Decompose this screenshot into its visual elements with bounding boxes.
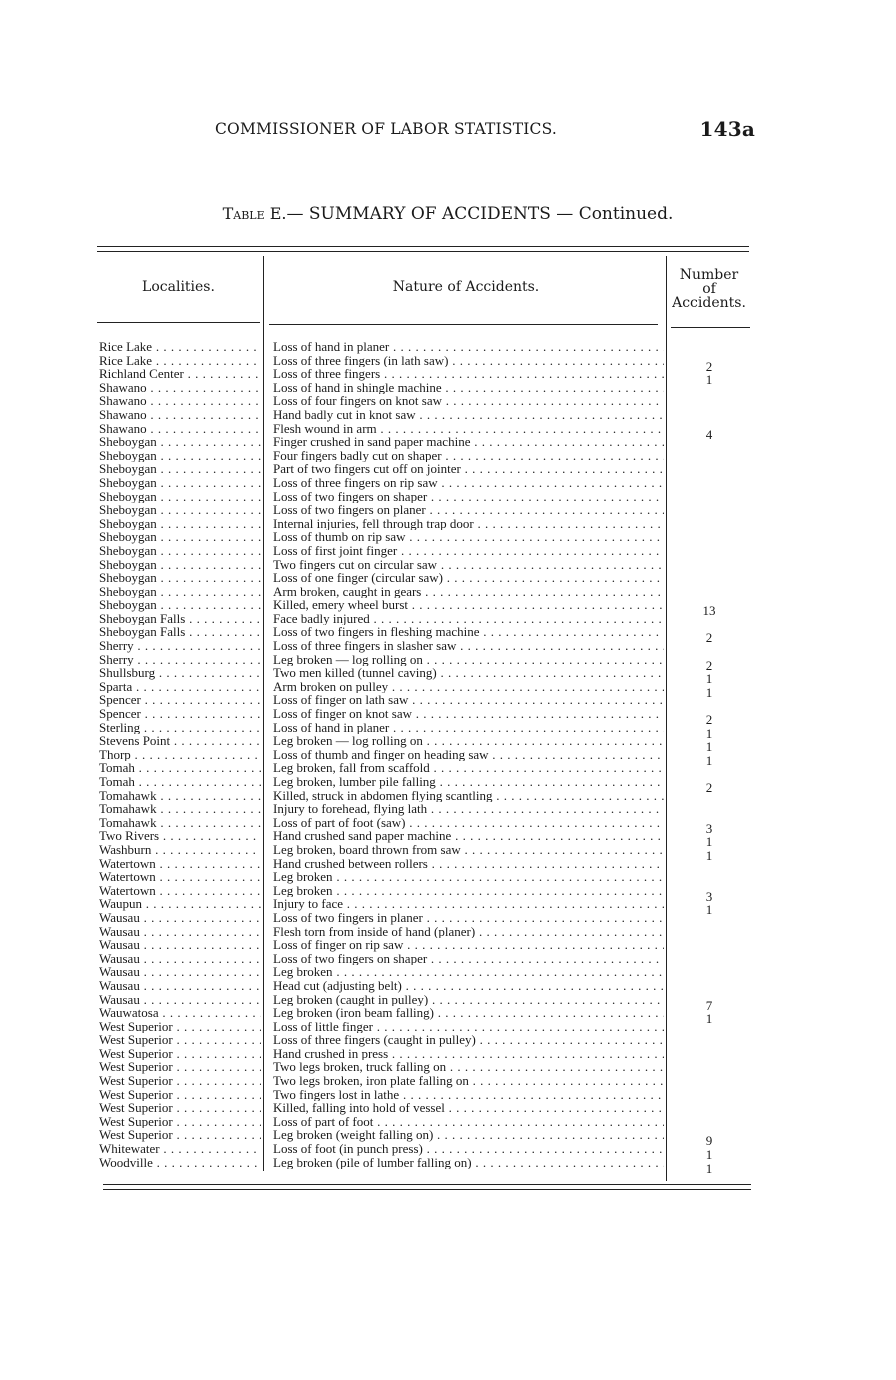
nature-cell: Loss of three fingers (in lath saw) . . . (273, 354, 664, 368)
nature-cell: Leg broken — log rolling on . . . (273, 653, 664, 667)
table-row (99, 530, 759, 544)
nature-cell: Loss of part of foot . . . (273, 1115, 664, 1129)
nature-cell: Loss of three fingers (caught in pulley) . . . (273, 1033, 664, 1047)
table-row (99, 693, 759, 707)
nature-cell: Hand crushed in press . . . (273, 1047, 664, 1061)
nature-cell: Arm broken on pulley . . . (273, 680, 664, 694)
nature-cell: Two legs broken, iron plate falling on . . . (273, 1074, 664, 1088)
locality-cell: Sheboygan . . . (99, 435, 261, 449)
nature-cell: Loss of three fingers in slasher saw . . . (273, 639, 664, 653)
table-row (99, 1060, 759, 1074)
number-cell: 1 (705, 834, 713, 850)
number-cell: 4 (705, 426, 713, 442)
nature-cell: Flesh wound in arm . . . (273, 422, 664, 436)
locality-cell: Shawano . . . (99, 422, 261, 436)
locality-cell: Sherry . . . (99, 639, 261, 653)
nature-cell: Loss of hand in planer . . . (273, 721, 664, 735)
nature-cell: Loss of hand in planer . . . (273, 340, 664, 354)
nature-cell: Loss of first joint finger . . . (273, 544, 664, 558)
locality-cell: Watertown . . . (99, 857, 261, 871)
number-cell: 1 (705, 902, 713, 918)
locality-cell: Sheboygan Falls . . . (99, 625, 261, 639)
locality-cell: Shawano . . . (99, 408, 261, 422)
locality-cell: Sheboygan . . . (99, 462, 261, 476)
locality-cell: Woodville . . . (99, 1156, 261, 1170)
table-row (99, 761, 759, 775)
nature-cell: Hand crushed sand paper machine . . . (273, 829, 664, 843)
locality-cell: Wausau . . . (99, 938, 261, 952)
header-number-line3: Accidents. (672, 295, 746, 311)
locality-cell: Tomahawk . . . (99, 802, 261, 816)
table-row (99, 979, 759, 993)
table-row (99, 1088, 759, 1102)
nature-cell: Loss of one finger (circular saw) . . . (273, 571, 664, 585)
nature-cell: Loss of little finger . . . (273, 1020, 664, 1034)
nature-cell: Four fingers badly cut on shaper . . . (273, 449, 664, 463)
locality-cell: Spencer . . . (99, 707, 261, 721)
table-row (99, 789, 759, 803)
nature-cell: Leg broken (weight falling on) . . . (273, 1128, 664, 1142)
table-caption (0, 204, 896, 224)
nature-cell: Leg broken (caught in pulley) . . . (273, 993, 664, 1007)
number-cell: 9 (705, 1133, 713, 1149)
nature-cell: Killed, emery wheel burst . . . (273, 598, 664, 612)
number-cell: 1 (705, 671, 713, 687)
number-cell: 1 (705, 725, 713, 741)
table-row (99, 1101, 759, 1115)
locality-cell: Wauwatosa . . . (99, 1006, 261, 1020)
locality-cell: Wausau . . . (99, 993, 261, 1007)
locality-cell: Waupun . . . (99, 897, 261, 911)
table-row (99, 449, 759, 463)
table-row (99, 842, 759, 863)
header-rule-nature (269, 324, 658, 325)
table-title: — SUMMARY OF ACCIDENTS — Continued. (286, 204, 674, 224)
table-row (99, 435, 759, 449)
accident-table-body (99, 340, 759, 1176)
table-label: Table E. (222, 204, 287, 223)
nature-cell: Loss of part of foot (saw) . . . (273, 816, 664, 830)
locality-cell: Two Rivers . . . (99, 829, 261, 843)
running-head-title: COMMISSIONER OF LABOR STATISTICS. (215, 120, 558, 138)
nature-cell: Two legs broken, truck falling on . . . (273, 1060, 664, 1074)
nature-cell: Leg broken, lumber pile falling . . . (273, 775, 664, 789)
locality-cell: Sherry . . . (99, 653, 261, 667)
table-row (99, 394, 759, 408)
top-rule-inner (97, 251, 749, 252)
nature-cell: Flesh torn from inside of hand (planer) . . . (273, 925, 664, 939)
locality-cell: Wausau . . . (99, 965, 261, 979)
nature-cell: Two fingers cut on circular saw . . . (273, 558, 664, 572)
table-row (99, 517, 759, 531)
header-nature: Nature of Accidents. (392, 279, 540, 295)
locality-cell: Wausau . . . (99, 911, 261, 925)
nature-cell: Killed, falling into hold of vessel . . . (273, 1101, 664, 1115)
nature-cell: Injury to face . . . (273, 897, 664, 911)
locality-cell: Thorp . . . (99, 748, 261, 762)
table-row (99, 1074, 759, 1088)
nature-cell: Loss of two fingers in fleshing machine . . . (273, 625, 664, 639)
table-row (99, 1115, 759, 1129)
table-row (99, 408, 759, 422)
nature-cell: Killed, struck in abdomen flying scantling . . . (273, 789, 664, 803)
table-row (99, 585, 759, 599)
table-row (99, 558, 759, 572)
locality-cell: Sterling . . . (99, 721, 261, 735)
locality-cell: West Superior . . . (99, 1033, 261, 1047)
number-cell: 1 (705, 752, 713, 768)
locality-cell: Shawano . . . (99, 394, 261, 408)
locality-cell: Sheboygan . . . (99, 544, 261, 558)
locality-cell: Sheboygan . . . (99, 530, 261, 544)
number-cell: 3 (705, 888, 713, 904)
locality-cell: Sheboygan . . . (99, 558, 261, 572)
locality-cell: Whitewater . . . (99, 1142, 261, 1156)
nature-cell: Loss of three fingers . . . (273, 367, 664, 381)
nature-cell: Loss of thumb and finger on heading saw . . . (273, 748, 664, 762)
bottom-rule (103, 1184, 751, 1185)
number-cell: 2 (705, 358, 713, 374)
locality-cell: West Superior . . . (99, 1088, 261, 1102)
nature-cell: Loss of two fingers in planer . . . (273, 911, 664, 925)
locality-cell: Watertown . . . (99, 884, 261, 898)
nature-cell: Head cut (adjusting belt) . . . (273, 979, 664, 993)
header-localities: Localities. (142, 279, 215, 295)
locality-cell: Wausau . . . (99, 979, 261, 993)
table-row (99, 965, 759, 979)
nature-cell: Face badly injured . . . (273, 612, 664, 626)
number-cell: 1 (705, 1160, 713, 1176)
locality-cell: Rice Lake . . . (99, 354, 261, 368)
locality-cell: West Superior . . . (99, 1101, 261, 1115)
table-row (99, 911, 759, 925)
nature-cell: Hand badly cut in knot saw . . . (273, 408, 664, 422)
number-cell: 7 (705, 997, 713, 1013)
locality-cell: West Superior . . . (99, 1060, 261, 1074)
table-row (99, 571, 759, 585)
locality-cell: Sheboygan . . . (99, 490, 261, 504)
locality-cell: Watertown . . . (99, 870, 261, 884)
table-row (99, 381, 759, 395)
table-row (99, 639, 759, 653)
locality-cell: Sheboygan . . . (99, 598, 261, 612)
number-cell: 1 (705, 372, 713, 388)
nature-cell: Loss of two fingers on planer . . . (273, 503, 664, 517)
number-cell: 1 (705, 739, 713, 755)
number-cell: 2 (705, 657, 713, 673)
nature-cell: Loss of thumb on rip saw . . . (273, 530, 664, 544)
nature-cell: Leg broken (pile of lumber falling on) . . . (273, 1156, 664, 1170)
nature-cell: Loss of finger on knot saw . . . (273, 707, 664, 721)
number-cell: 2 (705, 780, 713, 795)
nature-cell: Leg broken, board thrown from saw . . . (273, 843, 664, 857)
nature-cell: Arm broken, caught in gears . . . (273, 585, 664, 599)
table-row (99, 775, 759, 795)
table-row (99, 462, 759, 476)
table-row (99, 1155, 759, 1176)
table-row (99, 938, 759, 952)
locality-cell: Sheboygan . . . (99, 449, 261, 463)
locality-cell: Shawano . . . (99, 381, 261, 395)
nature-cell: Leg broken . . . (273, 965, 664, 979)
number-cell: 13 (702, 603, 716, 619)
number-cell: 1 (705, 847, 713, 863)
locality-cell: Rice Lake . . . (99, 340, 261, 354)
number-cell: 1 (705, 684, 713, 700)
page-number: 143a (699, 117, 755, 141)
locality-cell: Sheboygan . . . (99, 503, 261, 517)
number-cell: 2 (705, 630, 713, 646)
table-row (99, 1047, 759, 1061)
table-row (99, 1033, 759, 1047)
header-rule-localities (97, 322, 260, 323)
locality-cell: Stevens Point . . . (99, 734, 261, 748)
table-row (99, 1020, 759, 1034)
header-number (667, 268, 751, 310)
nature-cell: Loss of two fingers on shaper . . . (273, 490, 664, 504)
locality-cell: West Superior . . . (99, 1047, 261, 1061)
locality-cell: Richland Center . . . (99, 367, 261, 381)
nature-cell: Two men killed (tunnel caving) . . . (273, 666, 664, 680)
nature-cell: Leg broken, fall from scaffold . . . (273, 761, 664, 775)
header-number-line2: of (702, 281, 716, 297)
table-row (99, 802, 759, 816)
locality-cell: West Superior . . . (99, 1020, 261, 1034)
nature-cell: Loss of two fingers on shaper . . . (273, 952, 664, 966)
locality-cell: Spencer . . . (99, 693, 261, 707)
table-row (99, 857, 759, 871)
bottom-rule-inner (103, 1189, 751, 1190)
nature-cell: Two fingers lost in lathe . . . (273, 1088, 664, 1102)
locality-cell: Shullsburg . . . (99, 666, 261, 680)
nature-cell: Loss of finger on rip saw . . . (273, 938, 664, 952)
header-number-line1: Number (679, 267, 739, 283)
nature-cell: Leg broken — log rolling on . . . (273, 734, 664, 748)
table-row (99, 925, 759, 939)
number-cell: 1 (705, 1147, 713, 1163)
locality-cell: Sheboygan . . . (99, 585, 261, 599)
locality-cell: Tomah . . . (99, 775, 261, 789)
table-row (99, 503, 759, 517)
nature-cell: Part of two fingers cut off on jointer . . . (273, 462, 664, 476)
locality-cell: Sheboygan . . . (99, 476, 261, 490)
nature-cell: Loss of finger on lath saw . . . (273, 693, 664, 707)
running-head (215, 117, 755, 141)
table-row (99, 952, 759, 966)
locality-cell: Sparta . . . (99, 680, 261, 694)
number-cell: 3 (705, 820, 713, 836)
table-row (99, 612, 759, 626)
locality-cell: West Superior . . . (99, 1115, 261, 1129)
nature-cell: Leg broken (iron beam falling) . . . (273, 1006, 664, 1020)
nature-cell: Hand crushed between rollers . . . (273, 857, 664, 871)
header-rule-number (671, 327, 750, 328)
number-cell: 2 (705, 712, 713, 728)
table-row (99, 476, 759, 490)
nature-cell: Leg broken . . . (273, 884, 664, 898)
locality-cell: Wausau . . . (99, 925, 261, 939)
nature-cell: Loss of hand in shingle machine . . . (273, 381, 664, 395)
nature-cell: Internal injuries, fell through trap door . . . (273, 517, 664, 531)
top-rule (97, 246, 749, 247)
locality-cell: Wausau . . . (99, 952, 261, 966)
locality-cell: Sheboygan Falls . . . (99, 612, 261, 626)
locality-cell: Tomah . . . (99, 761, 261, 775)
locality-cell: West Superior . . . (99, 1128, 261, 1142)
table-row (99, 679, 759, 700)
table-row (99, 544, 759, 558)
table-row (99, 870, 759, 884)
locality-cell: Tomahawk . . . (99, 816, 261, 830)
table-row (99, 490, 759, 504)
nature-cell: Finger crushed in sand paper machine . . . (273, 435, 664, 449)
number-cell: 1 (705, 1011, 713, 1027)
nature-cell: Leg broken . . . (273, 870, 664, 884)
nature-cell: Loss of four fingers on knot saw . . . (273, 394, 664, 408)
locality-cell: Tomahawk . . . (99, 789, 261, 803)
locality-cell: West Superior . . . (99, 1074, 261, 1088)
locality-cell: Sheboygan . . . (99, 571, 261, 585)
nature-cell: Loss of foot (in punch press) . . . (273, 1142, 664, 1156)
locality-cell: Sheboygan . . . (99, 517, 261, 531)
nature-cell: Injury to forehead, flying lath . . . (273, 802, 664, 816)
locality-cell: Washburn . . . (99, 843, 261, 857)
table-row (99, 340, 759, 354)
nature-cell: Loss of three fingers on rip saw . . . (273, 476, 664, 490)
